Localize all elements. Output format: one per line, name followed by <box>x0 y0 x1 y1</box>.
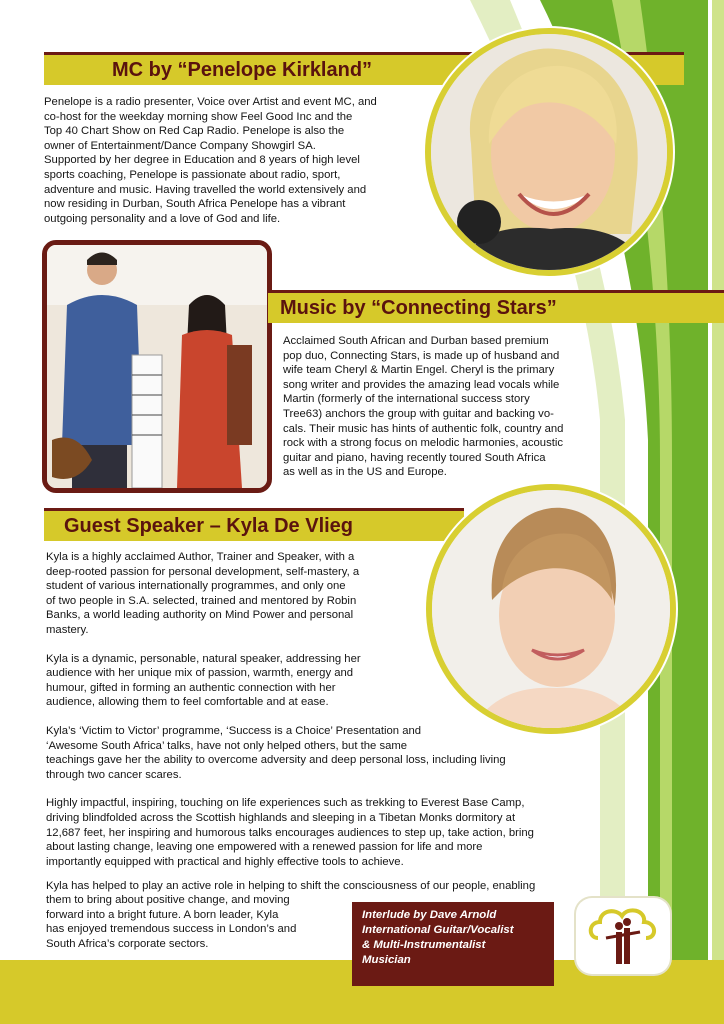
interlude-line-3: & Multi-Instrumentalist <box>362 939 486 951</box>
speaker-paragraph-4: Highly impactful, inspiring, touching on life experiences such as trekking to Everest Base Camp, driving blindfolded across the Scottish highlands and sleeping in a Tibetan Monks dormitory at 12,687 feet, her inspiring and humorous talks encourages audiences to step up, take action, bring about lasting change, leaving one empowered with a renewed passion for life and more importantly equipped with practical and highly effective tools to achieve. <box>46 797 534 868</box>
tree-logo <box>576 898 670 974</box>
mc-heading: MC by “Penelope Kirkland” <box>112 59 373 81</box>
mc-body: Penelope is a radio presenter, Voice over Artist and event MC, and co-host for the weekday morning show Feel Good Inc and the Top 40 Chart Show on Red Cap Radio. Penelope is also the owner of Entertainment/Dance Company Showgirl SA. Supported by her degree in Education and 8 years of high level sports coaching, Penelope is passionate about radio, sport, adventure and music. Having travelled the world extensively and now residing in Durban, South Africa Penelope has a vibrant outgoing personality and a love of God and life. <box>44 96 377 225</box>
connecting-stars-photo <box>42 240 272 493</box>
music-heading-bar <box>268 290 724 323</box>
interlude-line-2: International Guitar/Vocalist <box>362 924 514 936</box>
interlude-line-4: Musician <box>362 954 411 966</box>
connecting-stars-illustration <box>47 245 267 488</box>
speaker-paragraph-3: Kyla’s ‘Victim to Victor’ programme, ‘Success is a Choice’ Presentation and ‘Awesome South Africa’ talks, have not only helped others, but the same teachings gave her the ability to overcome adversity and deep personal loss, including living through two cancer scares. <box>46 724 506 781</box>
tree-logo-icon <box>576 898 670 974</box>
speaker-paragraph-2: Kyla is a dynamic, personable, natural speaker, addressing her audience with her unique mix of passion, warmth, energy and humour, gifted in forming an authentic connection with her audience, allowing them to feel comfortable and at ease. <box>46 652 361 709</box>
interlude-line-1: Interlude by Dave Arnold <box>362 909 497 921</box>
music-body: Acclaimed South African and Durban based premium pop duo, Connecting Stars, is made up of husband and wife team Cheryl & Martin Engel. Cheryl is the primary song writer and provides the amazing lead vocals while Martin (formerly of the international success story Tree63) anchors the group with guitar and backing vo- cals. Their music has hints of authentic folk, country and rock with a strong focus on melodic harmonies, acoustic guitar and piano, having recently toured South Africa as well as in the US and Europe. <box>283 335 564 479</box>
speaker-heading: Guest Speaker – Kyla De Vlieg <box>64 515 354 537</box>
speaker-heading-bar <box>44 508 464 541</box>
speaker-body <box>46 550 626 883</box>
speaker-paragraph-1: Kyla is a highly acclaimed Author, Trainer and Speaker, with a deep-rooted passion for personal development, self-mastery, a student of various internationally programmes, and only one of two people in S.A. selected, trained and mentored by Robin Banks, a world leading authority on Mind Power and personal mastery. <box>46 551 360 636</box>
speaker-closing-rest: them to bring about positive change, and moving forward into a bright future. A born leader, Kyla has enjoyed tremendous success in London’s and South Africa’s corporate sectors. <box>46 894 297 950</box>
penelope-portrait <box>425 28 673 276</box>
speaker-closing-line: Kyla has helped to play an active role in helping to shift the consciousness of our people, enabling <box>46 880 536 892</box>
interlude-box <box>352 902 554 986</box>
music-heading: Music by “Connecting Stars” <box>280 297 557 319</box>
penelope-illustration <box>431 34 667 270</box>
